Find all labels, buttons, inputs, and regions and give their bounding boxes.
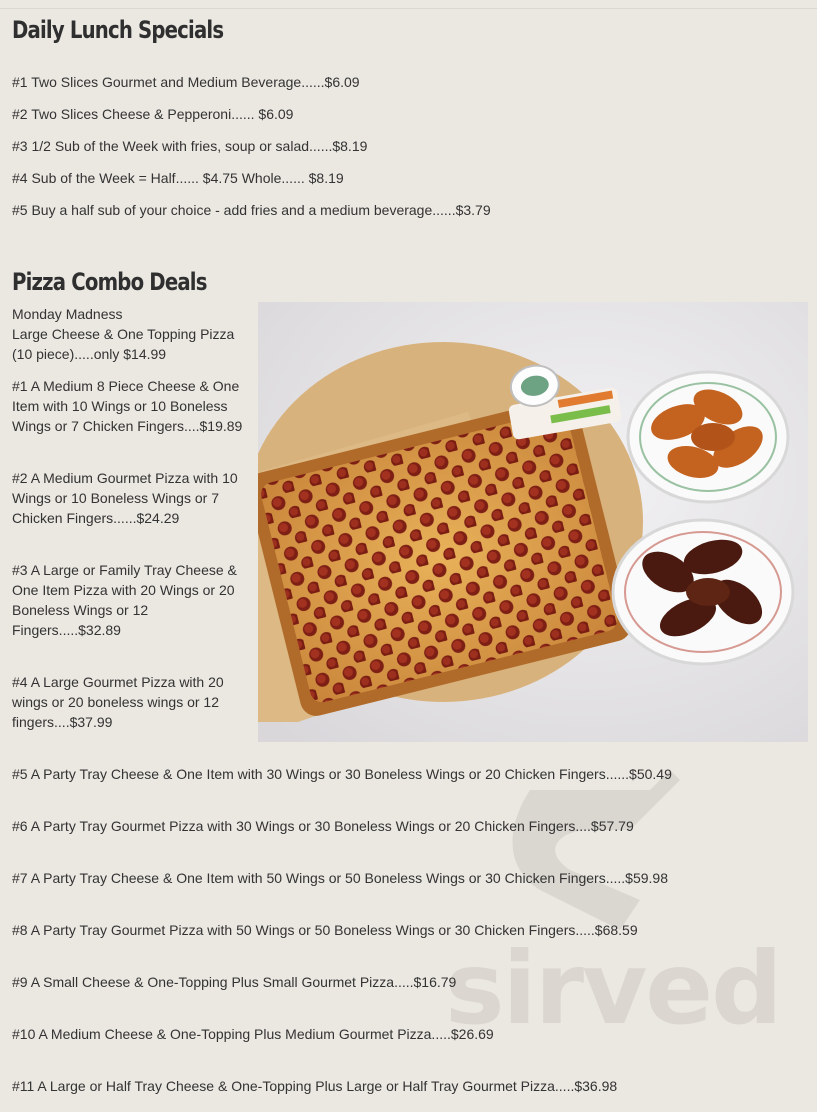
combo-item: #1 A Medium 8 Piece Cheese & One Item with 10 Wings or 10 Boneless Wings or 7 Chicken Fingers....$19.89 [12, 378, 243, 434]
pizza-wings-photo [258, 302, 808, 742]
combo-item: #7 A Party Tray Cheese & One Item with 50 Wings or 50 Boneless Wings or 30 Chicken Fingers.....$59.98 [12, 870, 668, 886]
lunch-item: #3 1/2 Sub of the Week with fries, soup or salad......$8.19 [12, 138, 368, 154]
lunch-specials-heading: Daily Lunch Specials [12, 16, 224, 44]
lunch-item: #4 Sub of the Week = Half...... $4.75 Whole...... $8.19 [12, 170, 344, 186]
combo-item: #9 A Small Cheese & One-Topping Plus Small Gourmet Pizza.....$16.79 [12, 974, 457, 990]
lunch-item: #5 Buy a half sub of your choice - add fries and a medium beverage......$3.79 [12, 202, 491, 218]
combo-item: #4 A Large Gourmet Pizza with 20 wings or 20 boneless wings or 12 fingers....$37.99 [12, 674, 224, 730]
lunch-item: #2 Two Slices Cheese & Pepperoni...... $6.09 [12, 106, 294, 122]
combo-item: #5 A Party Tray Cheese & One Item with 30 Wings or 30 Boneless Wings or 20 Chicken Fingers......$50.49 [12, 766, 672, 782]
combo-item: #3 A Large or Family Tray Cheese & One Item Pizza with 20 Wings or 20 Boneless Wings or 12 Fingers.....$32.89 [12, 562, 237, 638]
sirved-watermark: sirved [445, 930, 781, 1047]
combo-item: #10 A Medium Cheese & One-Topping Plus Medium Gourmet Pizza.....$26.69 [12, 1026, 494, 1042]
top-divider [0, 8, 817, 9]
monday-madness-desc: Large Cheese & One Topping Pizza (10 piece).....only $14.99 [12, 326, 235, 362]
combo-item: #2 A Medium Gourmet Pizza with 10 Wings or 10 Boneless Wings or 7 Chicken Fingers......$24.29 [12, 470, 238, 526]
combo-item: #6 A Party Tray Gourmet Pizza with 30 Wings or 30 Boneless Wings or 20 Chicken Fingers....$57.79 [12, 818, 634, 834]
combo-item: #8 A Party Tray Gourmet Pizza with 50 Wings or 50 Boneless Wings or 30 Chicken Fingers.....$68.59 [12, 922, 638, 938]
fork-knife-icon [440, 770, 710, 945]
monday-madness-title: Monday Madness [12, 306, 123, 322]
combo-item: #11 A Large or Half Tray Cheese & One-Topping Plus Large or Half Tray Gourmet Pizza.....$36.98 [12, 1078, 618, 1094]
lunch-item: #1 Two Slices Gourmet and Medium Beverage......$6.09 [12, 74, 360, 90]
combo-deals-heading: Pizza Combo Deals [12, 268, 207, 296]
